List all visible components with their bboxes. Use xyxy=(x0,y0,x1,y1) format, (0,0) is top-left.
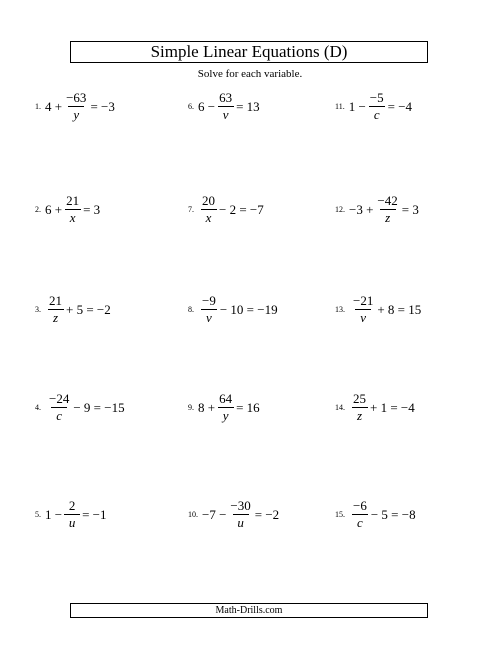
problem-number: 3. xyxy=(35,304,41,314)
fraction-denominator: u xyxy=(64,514,80,530)
problem-7 xyxy=(188,189,338,229)
problem-number: 1. xyxy=(35,101,41,111)
fraction-numerator: −30 xyxy=(230,497,251,513)
equation xyxy=(198,91,260,121)
equation-right-side: − 10 = −19 xyxy=(219,301,278,317)
equation xyxy=(45,194,100,224)
fraction xyxy=(64,91,88,121)
equation-right-side: = −2 xyxy=(254,506,280,522)
problem-number: 7. xyxy=(188,204,194,214)
problem-15 xyxy=(335,494,485,534)
equation-right-side: = −1 xyxy=(82,506,107,522)
fraction xyxy=(47,392,71,422)
equation-right-side: − 2 = −7 xyxy=(219,201,264,217)
footer-text: Math-Drills.com xyxy=(215,605,283,616)
equation xyxy=(198,392,260,422)
fraction xyxy=(47,294,64,324)
equation xyxy=(202,499,279,529)
problem-2 xyxy=(35,189,185,229)
fraction-denominator: y xyxy=(68,106,84,122)
fraction xyxy=(375,194,399,224)
fraction-numerator: −42 xyxy=(377,192,398,208)
equation xyxy=(198,294,278,324)
fraction xyxy=(64,194,81,224)
problem-number: 6. xyxy=(188,101,194,111)
fraction xyxy=(200,294,218,324)
fraction xyxy=(64,499,80,529)
equation-right-side: − 9 = −15 xyxy=(73,399,125,415)
problem-number: 4. xyxy=(35,402,41,412)
fraction-denominator: x xyxy=(201,209,217,225)
fraction-numerator: 2 xyxy=(68,497,76,513)
equation-left-term: 6 − xyxy=(198,98,216,114)
equation xyxy=(45,294,111,324)
problem-number: 13. xyxy=(335,304,345,314)
equation-right-side: = 13 xyxy=(236,98,260,114)
fraction-denominator: z xyxy=(352,407,368,423)
equation-right-side: = 16 xyxy=(236,399,260,415)
fraction-numerator: −63 xyxy=(66,89,87,105)
fraction-denominator: z xyxy=(380,209,396,225)
equation-left-term: 4 + xyxy=(45,98,63,114)
fraction xyxy=(351,499,369,529)
problem-number: 11. xyxy=(335,101,345,111)
fraction-denominator: x xyxy=(65,209,81,225)
problem-6 xyxy=(188,86,338,126)
fraction-numerator: 64 xyxy=(219,390,233,406)
equation xyxy=(349,194,419,224)
fraction-numerator: −21 xyxy=(353,292,374,308)
equation-right-side: = 3 xyxy=(401,201,419,217)
problem-number: 12. xyxy=(335,204,345,214)
problem-14 xyxy=(335,387,485,427)
fraction xyxy=(200,194,217,224)
equation xyxy=(349,91,412,121)
instructions: Solve for each variable. xyxy=(197,68,303,80)
equation xyxy=(349,392,415,422)
problem-13 xyxy=(335,289,485,329)
problem-number: 2. xyxy=(35,204,41,214)
fraction-denominator: y xyxy=(218,407,234,423)
footer xyxy=(70,603,428,618)
fraction-denominator: c xyxy=(352,514,368,530)
fraction-denominator: u xyxy=(233,514,249,530)
equation-right-side: = −3 xyxy=(90,98,115,114)
equation xyxy=(349,294,421,324)
fraction-numerator: 21 xyxy=(66,192,80,208)
fraction xyxy=(351,392,368,422)
fraction-numerator: 25 xyxy=(353,390,366,406)
problem-number: 14. xyxy=(335,402,345,412)
problem-number: 5. xyxy=(35,509,41,519)
worksheet-title xyxy=(70,41,428,63)
fraction-numerator: −5 xyxy=(369,89,384,105)
equation-right-side: + 8 = 15 xyxy=(377,301,422,317)
fraction-numerator: 20 xyxy=(202,192,215,208)
problem-8 xyxy=(188,289,338,329)
equation-left-term: 1 − xyxy=(45,506,63,522)
problem-12 xyxy=(335,189,485,229)
equation-left-term: 6 + xyxy=(45,201,63,217)
equation-right-side: − 5 = −8 xyxy=(370,506,416,522)
equation xyxy=(45,392,125,422)
fraction xyxy=(351,294,375,324)
fraction-denominator: v xyxy=(201,309,217,325)
equation xyxy=(45,91,115,121)
problem-number: 15. xyxy=(335,509,345,519)
fraction-denominator: v xyxy=(355,309,371,325)
fraction xyxy=(228,499,252,529)
fraction-numerator: −6 xyxy=(353,497,367,513)
problem-number: 9. xyxy=(188,402,194,412)
fraction-numerator: 63 xyxy=(219,89,233,105)
problem-1 xyxy=(35,86,185,126)
fraction-denominator: c xyxy=(51,407,67,423)
equation-right-side: + 5 = −2 xyxy=(66,301,111,317)
fraction xyxy=(217,392,234,422)
problem-5 xyxy=(35,494,185,534)
equation-left-term: 8 + xyxy=(198,399,216,415)
problem-number: 10. xyxy=(188,509,198,519)
equation-left-term: 1 − xyxy=(348,98,366,114)
worksheet-title-text: Simple Linear Equations (D) xyxy=(150,42,348,61)
problem-4 xyxy=(35,387,185,427)
fraction-numerator: −24 xyxy=(49,390,70,406)
equation xyxy=(198,194,264,224)
fraction-denominator: c xyxy=(369,106,385,122)
fraction-numerator: 21 xyxy=(49,292,62,308)
equation-left-term: −3 + xyxy=(349,201,374,217)
equation-left-term: −7 − xyxy=(202,506,227,522)
problem-3 xyxy=(35,289,185,329)
problem-10 xyxy=(188,494,338,534)
equation-right-side: = −4 xyxy=(387,98,413,114)
equation xyxy=(349,499,416,529)
problem-9 xyxy=(188,387,338,427)
problem-number: 8. xyxy=(188,304,194,314)
equation-right-side: + 1 = −4 xyxy=(370,399,415,415)
equation xyxy=(45,499,107,529)
fraction xyxy=(217,91,234,121)
problem-11 xyxy=(335,86,485,126)
fraction-numerator: −9 xyxy=(202,292,216,308)
equation-right-side: = 3 xyxy=(83,201,101,217)
fraction xyxy=(368,91,386,121)
fraction-denominator: z xyxy=(48,309,64,325)
fraction-denominator: v xyxy=(218,106,234,122)
